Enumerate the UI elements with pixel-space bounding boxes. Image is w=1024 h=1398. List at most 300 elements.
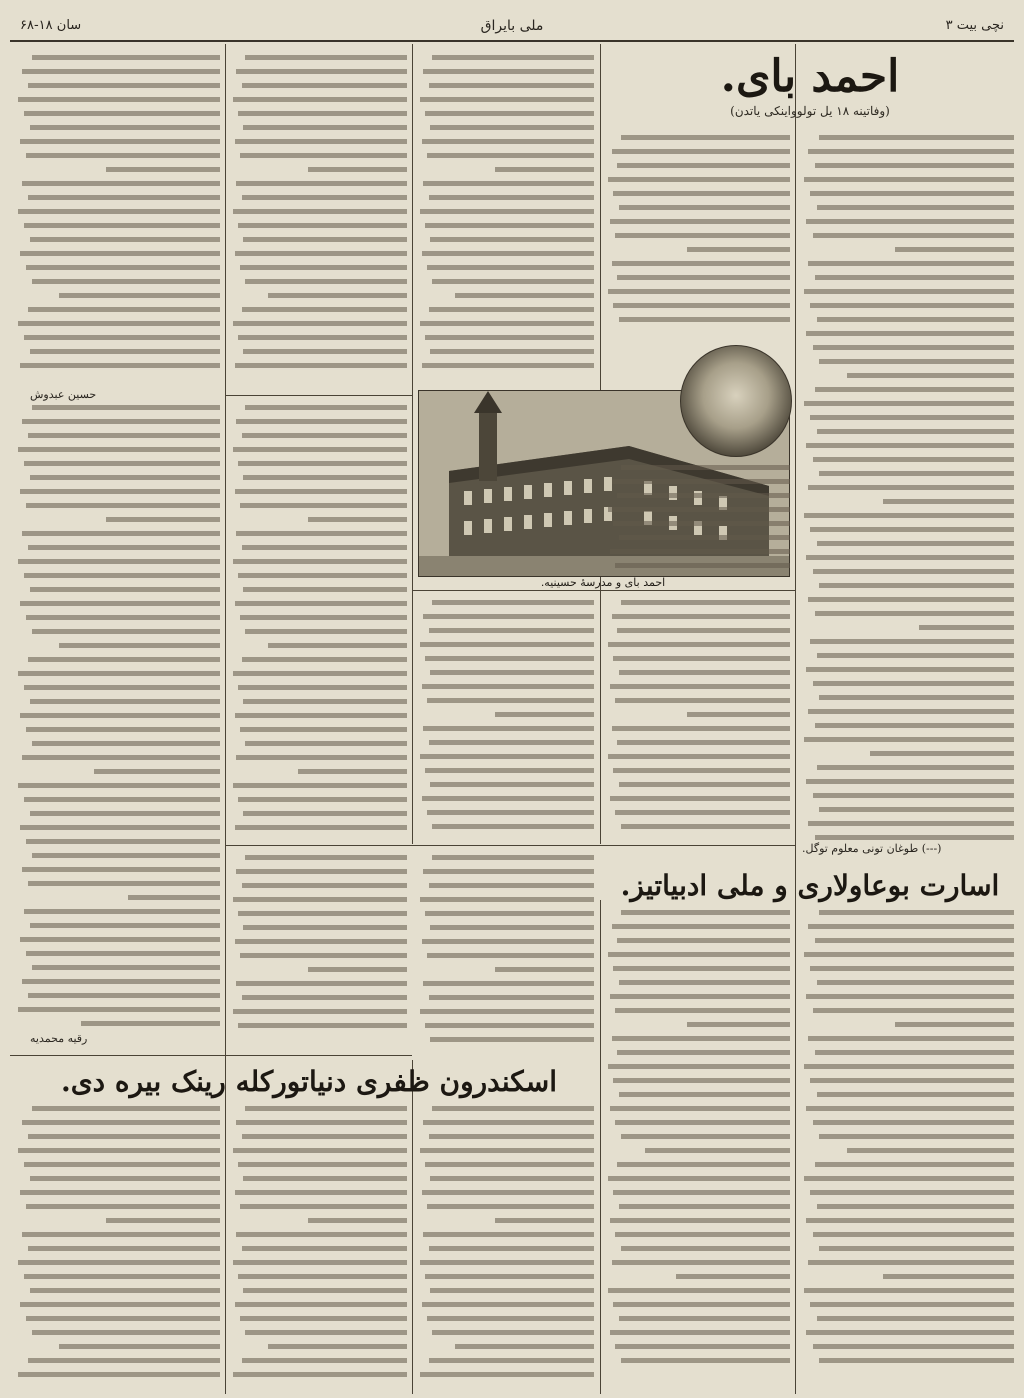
text-line [804,513,1014,518]
text-line [430,237,594,242]
text-line [233,447,407,452]
text-line [240,727,407,732]
text-line [28,545,220,550]
text-line [420,321,594,326]
text-line [242,545,407,550]
text-line [238,461,407,466]
text-line [240,1204,407,1209]
text-line [427,953,594,958]
text-line [621,910,790,915]
text-line [242,995,407,1000]
text-line [30,237,220,242]
text-line [236,531,407,536]
text-line [432,279,594,284]
text-line [26,839,220,844]
text-line [22,755,220,760]
text-line [612,479,790,484]
text-line [895,1022,1014,1027]
text-line [235,601,407,606]
text-line [608,177,790,182]
text-line [425,768,594,773]
text-line [243,475,407,480]
text-line [32,405,220,410]
text-column [606,465,790,585]
text-line [817,317,1014,322]
text-line [429,1358,594,1363]
text-line [22,419,220,424]
text-line [804,1288,1014,1293]
section-rule [10,1055,412,1056]
text-line [813,345,1014,350]
text-line [240,153,407,158]
text-line [883,1274,1014,1279]
text-line [24,223,220,228]
text-line [432,1330,594,1335]
text-column [16,405,220,1045]
text-line [432,55,594,60]
text-line [819,910,1014,915]
text-line [817,429,1014,434]
text-line [430,670,594,675]
text-line [612,614,790,619]
text-line [495,967,594,972]
text-line [810,191,1014,196]
text-line [245,855,407,860]
text-line [422,139,594,144]
text-column [418,855,594,1055]
text-line [28,307,220,312]
text-column [802,135,1014,855]
text-line [236,69,407,74]
signature: رقیه محمدیه [30,1032,88,1045]
text-line [919,625,1014,630]
text-line [22,979,220,984]
text-line [427,810,594,815]
text-line [619,205,790,210]
text-line [59,1344,220,1349]
text-line [18,559,220,564]
text-line [810,1078,1014,1083]
text-line [608,507,790,512]
text-line [22,69,220,74]
text-line [613,656,790,661]
text-line [427,698,594,703]
text-line [420,754,594,759]
text-line [621,600,790,605]
text-line [243,125,407,130]
text-line [427,153,594,158]
text-line [613,191,790,196]
text-line [28,1134,220,1139]
text-line [106,167,220,172]
text-line [26,727,220,732]
text-line [819,1358,1014,1363]
text-line [817,765,1014,770]
text-line [808,821,1014,826]
text-line [425,1023,594,1028]
text-line [235,251,407,256]
text-line [235,939,407,944]
text-line [819,1134,1014,1139]
text-line [608,642,790,647]
text-line [236,869,407,874]
column-rule [600,900,601,1394]
text-line [455,1344,594,1349]
text-line [26,951,220,956]
text-line [619,670,790,675]
text-line [24,797,220,802]
text-line [59,293,220,298]
text-line [815,275,1014,280]
text-line [242,83,407,88]
text-line [808,485,1014,490]
text-line [423,1120,594,1125]
text-line [18,447,220,452]
text-line [28,195,220,200]
text-line [32,55,220,60]
text-line [806,555,1014,560]
text-line [645,1148,790,1153]
text-line [819,359,1014,364]
text-column [231,855,407,1050]
text-line [617,493,790,498]
text-line [815,835,1014,840]
text-line [235,363,407,368]
text-line [32,279,220,284]
text-line [430,349,594,354]
text-line [18,1007,220,1012]
text-line [26,265,220,270]
text-line [26,1316,220,1321]
text-line [808,709,1014,714]
text-line [243,811,407,816]
text-line [810,639,1014,644]
text-line [18,1148,220,1153]
section-rule [226,395,412,396]
text-line [233,1260,407,1265]
text-line [617,938,790,943]
text-line [613,768,790,773]
text-line [18,1260,220,1265]
text-line [813,457,1014,462]
text-line [621,465,790,470]
text-line [30,1288,220,1293]
text-line [621,1358,790,1363]
text-line [429,1134,594,1139]
text-line [24,685,220,690]
text-line [298,769,407,774]
text-line [128,895,220,900]
text-column [606,600,790,840]
text-line [429,883,594,888]
text-line [430,782,594,787]
text-line [233,559,407,564]
text-line [495,1218,594,1223]
text-line [615,1344,790,1349]
text-line [615,810,790,815]
text-column [231,1106,407,1386]
text-line [28,881,220,886]
text-line [30,475,220,480]
text-line [420,97,594,102]
text-line [430,125,594,130]
column-rule [225,44,226,1394]
text-line [18,1372,220,1377]
text-line [847,373,1014,378]
text-line [813,1008,1014,1013]
text-line [810,966,1014,971]
text-line [819,807,1014,812]
text-line [81,1021,220,1026]
text-line [240,615,407,620]
text-line [610,994,790,999]
text-line [308,517,407,522]
text-line [238,797,407,802]
text-line [422,363,594,368]
text-line [308,167,407,172]
text-column [802,910,1014,1385]
text-line [808,149,1014,154]
text-line [238,1162,407,1167]
text-line [615,1120,790,1125]
text-line [806,1330,1014,1335]
text-line [810,1190,1014,1195]
text-line [425,1162,594,1167]
text-line [422,939,594,944]
text-line [430,925,594,930]
text-line [687,1022,790,1027]
text-line [804,952,1014,957]
text-line [817,653,1014,658]
text-line [687,712,790,717]
text-line [245,279,407,284]
text-line [817,1316,1014,1321]
text-line [847,1148,1014,1153]
text-line [28,83,220,88]
column-rule [412,44,413,844]
iskenderun-headline: اسکندرون ظفری دنیاتورکله رینک بیره دی. [61,1065,557,1098]
text-line [808,261,1014,266]
text-line [617,275,790,280]
text-line [233,897,407,902]
text-line [608,289,790,294]
text-line [28,657,220,662]
text-line [425,911,594,916]
text-line [308,967,407,972]
text-line [427,265,594,270]
text-line [813,1344,1014,1349]
text-line [808,1260,1014,1265]
text-line [24,111,220,116]
text-line [432,824,594,829]
text-line [420,209,594,214]
text-line [615,563,790,568]
text-column [16,55,220,385]
text-line [242,883,407,888]
text-line [420,1148,594,1153]
text-line [619,317,790,322]
text-line [613,521,790,526]
text-line [22,867,220,872]
text-line [810,527,1014,532]
text-line [619,980,790,985]
text-line [804,737,1014,742]
text-line [432,855,594,860]
text-line [455,293,594,298]
text-line [610,1330,790,1335]
text-line [422,1302,594,1307]
text-line [30,125,220,130]
text-line [610,1218,790,1223]
text-line [243,587,407,592]
text-line [817,1204,1014,1209]
text-line [495,167,594,172]
text-line [687,247,790,252]
text-line [26,615,220,620]
text-line [22,1120,220,1125]
text-line [615,1232,790,1237]
text-line [617,1050,790,1055]
text-column [231,405,407,840]
text-line [813,1120,1014,1125]
text-line [810,415,1014,420]
text-line [804,177,1014,182]
text-line [30,699,220,704]
text-line [423,614,594,619]
text-column [606,910,790,1385]
text-line [423,69,594,74]
text-line [813,681,1014,686]
text-line [26,153,220,158]
text-line [20,601,220,606]
text-line [236,981,407,986]
text-line [621,824,790,829]
text-line [895,247,1014,252]
text-line [617,1162,790,1167]
text-line [804,289,1014,294]
text-line [268,293,407,298]
text-line [22,181,220,186]
text-line [236,1120,407,1125]
text-line [817,541,1014,546]
masthead [10,14,1014,42]
text-line [806,994,1014,999]
text-line [613,1190,790,1195]
text-line [819,583,1014,588]
text-line [245,1330,407,1335]
text-line [30,923,220,928]
text-line [242,433,407,438]
text-line [806,1218,1014,1223]
text-line [242,657,407,662]
text-line [619,1316,790,1321]
text-line [235,489,407,494]
text-line [813,1232,1014,1237]
text-line [608,754,790,759]
text-line [883,499,1014,504]
text-line [32,965,220,970]
text-line [242,1358,407,1363]
text-line [242,1134,407,1139]
text-line [612,149,790,154]
text-line [20,1190,220,1195]
text-line [429,83,594,88]
text-line [806,331,1014,336]
text-line [619,782,790,787]
text-line [233,1009,407,1014]
text-line [815,1050,1014,1055]
ahmed-bay-portrait [680,345,792,457]
text-line [238,573,407,578]
text-line [619,535,790,540]
text-line [233,209,407,214]
text-line [806,219,1014,224]
text-line [612,1036,790,1041]
text-line [621,1134,790,1139]
text-line [20,937,220,942]
text-line [870,751,1014,756]
text-line [32,629,220,634]
text-line [423,181,594,186]
text-line [425,1274,594,1279]
text-line [235,1302,407,1307]
section-rule [225,845,795,846]
text-line [420,1372,594,1377]
text-line [608,1064,790,1069]
text-line [808,924,1014,929]
text-line [20,139,220,144]
text-line [810,303,1014,308]
text-line [422,251,594,256]
text-line [806,1106,1014,1111]
text-line [28,433,220,438]
text-line [18,783,220,788]
text-line [612,924,790,929]
text-line [420,1260,594,1265]
text-line [24,1162,220,1167]
text-line [30,587,220,592]
text-line [243,1176,407,1181]
text-line [429,1246,594,1251]
text-line [32,1330,220,1335]
text-line [613,1302,790,1307]
text-line [24,335,220,340]
text-line [608,1288,790,1293]
text-line [245,405,407,410]
section-rule [412,590,795,591]
text-line [240,265,407,270]
text-line [245,629,407,634]
footnote: (---) طوغان تونی معلوم توگل. [802,842,942,855]
text-column [16,1106,220,1386]
text-line [804,1064,1014,1069]
text-line [610,684,790,689]
text-line [238,335,407,340]
text-line [238,685,407,690]
text-line [610,796,790,801]
ahmed-bay-subtitle: (وفاتینه ۱۸ یل تولوواینکی یاتدن) [730,104,890,118]
text-line [59,643,220,648]
text-line [425,335,594,340]
text-line [430,1037,594,1042]
text-line [427,1316,594,1321]
text-line [236,419,407,424]
text-line [20,251,220,256]
page-number: سان ۱۸-۶۸ [20,18,82,33]
text-line [242,195,407,200]
text-line [243,349,407,354]
text-line [817,205,1014,210]
